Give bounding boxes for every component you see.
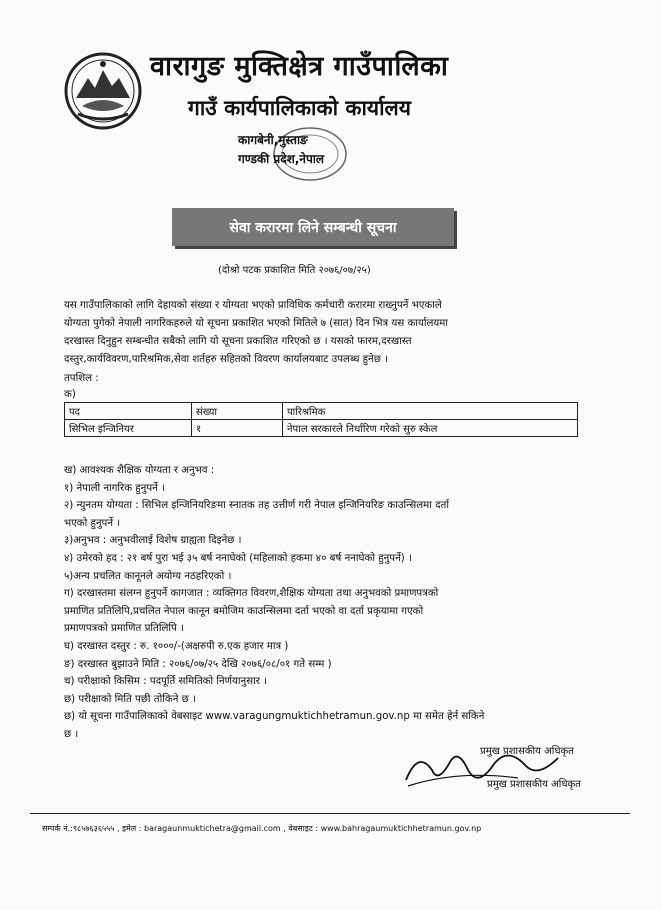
list-item: च) परीक्षाको किसिम : पदपूर्ति समितिको निर्णयानुसार । bbox=[64, 676, 267, 688]
table-header-row bbox=[65, 403, 578, 420]
list-item: छ । bbox=[64, 728, 79, 740]
list-item: ४) उमेरको हद : २१ बर्ष पुरा भई ३५ बर्ष ननाघेको (महिलाको हकमा ४० बर्ष ननाघेको हुनुपर्ने) । bbox=[64, 552, 412, 564]
requirements-list bbox=[64, 462, 604, 744]
intro-line: दस्तुर,कार्यविवरण,पारिश्रमिक,सेवा शर्तहरु सहितको विवरण कार्यालयबाट उपलब्ध हुनेछ । bbox=[64, 354, 388, 365]
signatory-title-top: प्रमुख प्रशासकीय अधिकृत bbox=[480, 746, 574, 757]
publication-date: (दोश्रो पटक प्रकाशित मिति २०७६/०७/२५) bbox=[218, 265, 371, 276]
list-item: ग) दरखास्तमा संलग्न हुनुपर्ने कागजात : व्यक्तिगत विवरण,शैक्षिक योग्यता तथा अनुभवको प्रमाणपत्रको bbox=[64, 588, 439, 600]
address-line-2: गण्डकी प्रदेश,नेपाल bbox=[238, 152, 325, 166]
table-cell: नेपाल सरकारले निर्धारिण गरेको सुरु स्केल bbox=[283, 420, 578, 437]
list-item: ३)अनुभव : अनुभवीलाई विशेष ग्राह्यता दिइनेछ । bbox=[64, 535, 242, 547]
nepal-emblem-logo bbox=[62, 50, 144, 132]
table-cell: सिभिल इन्जिनियर bbox=[65, 420, 192, 437]
section-ka-label: क) bbox=[64, 389, 76, 400]
intro-line: दरखास्त दिनुहुन सम्बन्धीत सबैको लागि यो सूचना प्रकाशित गरिएको छ । यसको फारम,दरखास्त bbox=[64, 336, 412, 347]
details-label: तपशिल : bbox=[64, 373, 99, 384]
table-header-cell: संख्या bbox=[192, 403, 283, 420]
list-item: ङ) दरखास्त बुझाउने मिति : २०७६/०७/२५ देखि २०७६/०८/०१ गते सम्म ) bbox=[64, 658, 332, 670]
address-line-1: कागबेनी,मुस्ताङ bbox=[238, 133, 308, 147]
list-item: ५)अन्य प्रचलित कानूनले अयोग्य नठहरिएको । bbox=[64, 570, 232, 582]
list-item: २) न्युनतम योग्यता : सिभिल इन्जिनियरिङमा स्नातक तह उत्तीर्ण गरी नेपाल इन्जिनियरिङ काउन्सिलमा दर्ता bbox=[64, 500, 449, 512]
list-item: छ) यो सूचना गाउँपालिकाको वेबसाइट www.varagungmuktichhetramun.gov.np मा समेत हेर्न सकिने bbox=[64, 711, 485, 723]
list-item: १) नेपाली नागरिक हुनुपर्ने । bbox=[64, 482, 165, 494]
list-item: घ) दरखास्त दस्तुर : रु. १०००/-(अक्षरुपी रु.एक हजार मात्र ) bbox=[64, 640, 289, 652]
positions-table bbox=[64, 402, 578, 437]
list-item: प्रमाणपत्रको प्रमाणित प्रतिलिपि । bbox=[64, 623, 184, 635]
table-cell: १ bbox=[192, 420, 283, 437]
intro-line: यस गाउँपालिकाको लागि देहायको संख्या र योग्यता भएको प्राविधिक कर्मचारी करारमा राख्नुपर्ने भएकाले bbox=[64, 300, 442, 311]
list-item: प्रमाणित प्रतिलिपि,प्रचलित नेपाल कानून बमोजिम काउन्सिलमा दर्ता भएको वा दर्ता प्रकृयामा गएको bbox=[64, 605, 424, 617]
footer-divider bbox=[30, 813, 630, 814]
list-item: छ) परीक्षाको मिति पछी तोकिने छ । bbox=[64, 693, 196, 705]
footer-contact: सम्पर्क नं.:९८५७६३६५५५ , इमेल : baragaunmuktichetra@gmail.com , वेबसाइट : www.bahragaumuktichhetramun.gov.np bbox=[42, 824, 482, 833]
intro-paragraph bbox=[64, 297, 614, 369]
intro-line: योग्यता पुगेको नेपाली नागरिकहरुले यो सूचना प्रकाशित भएको मितिले ७ (सात) दिन भित्र यस कार्यालयमा bbox=[64, 318, 448, 329]
list-item: भएको हुनुपर्ने । bbox=[64, 517, 121, 529]
table-header-cell: पद bbox=[65, 403, 192, 420]
office-name: गाउँ कार्यपालिकाको कार्यालय bbox=[188, 96, 411, 120]
municipality-name: वारागुङ मुक्तिक्षेत्र गाउँपालिका bbox=[150, 51, 449, 82]
signatory-title: प्रमुख प्रशासकीय अधिकृत bbox=[487, 779, 581, 790]
notice-title-banner: सेवा करारमा लिने सम्बन्धी सूचना bbox=[172, 208, 454, 246]
table-row bbox=[65, 420, 578, 437]
table-header-cell: पारिश्रमिक bbox=[283, 403, 578, 420]
list-item: ख) आवश्यक शैक्षिक योग्यता र अनुभव : bbox=[64, 465, 215, 476]
